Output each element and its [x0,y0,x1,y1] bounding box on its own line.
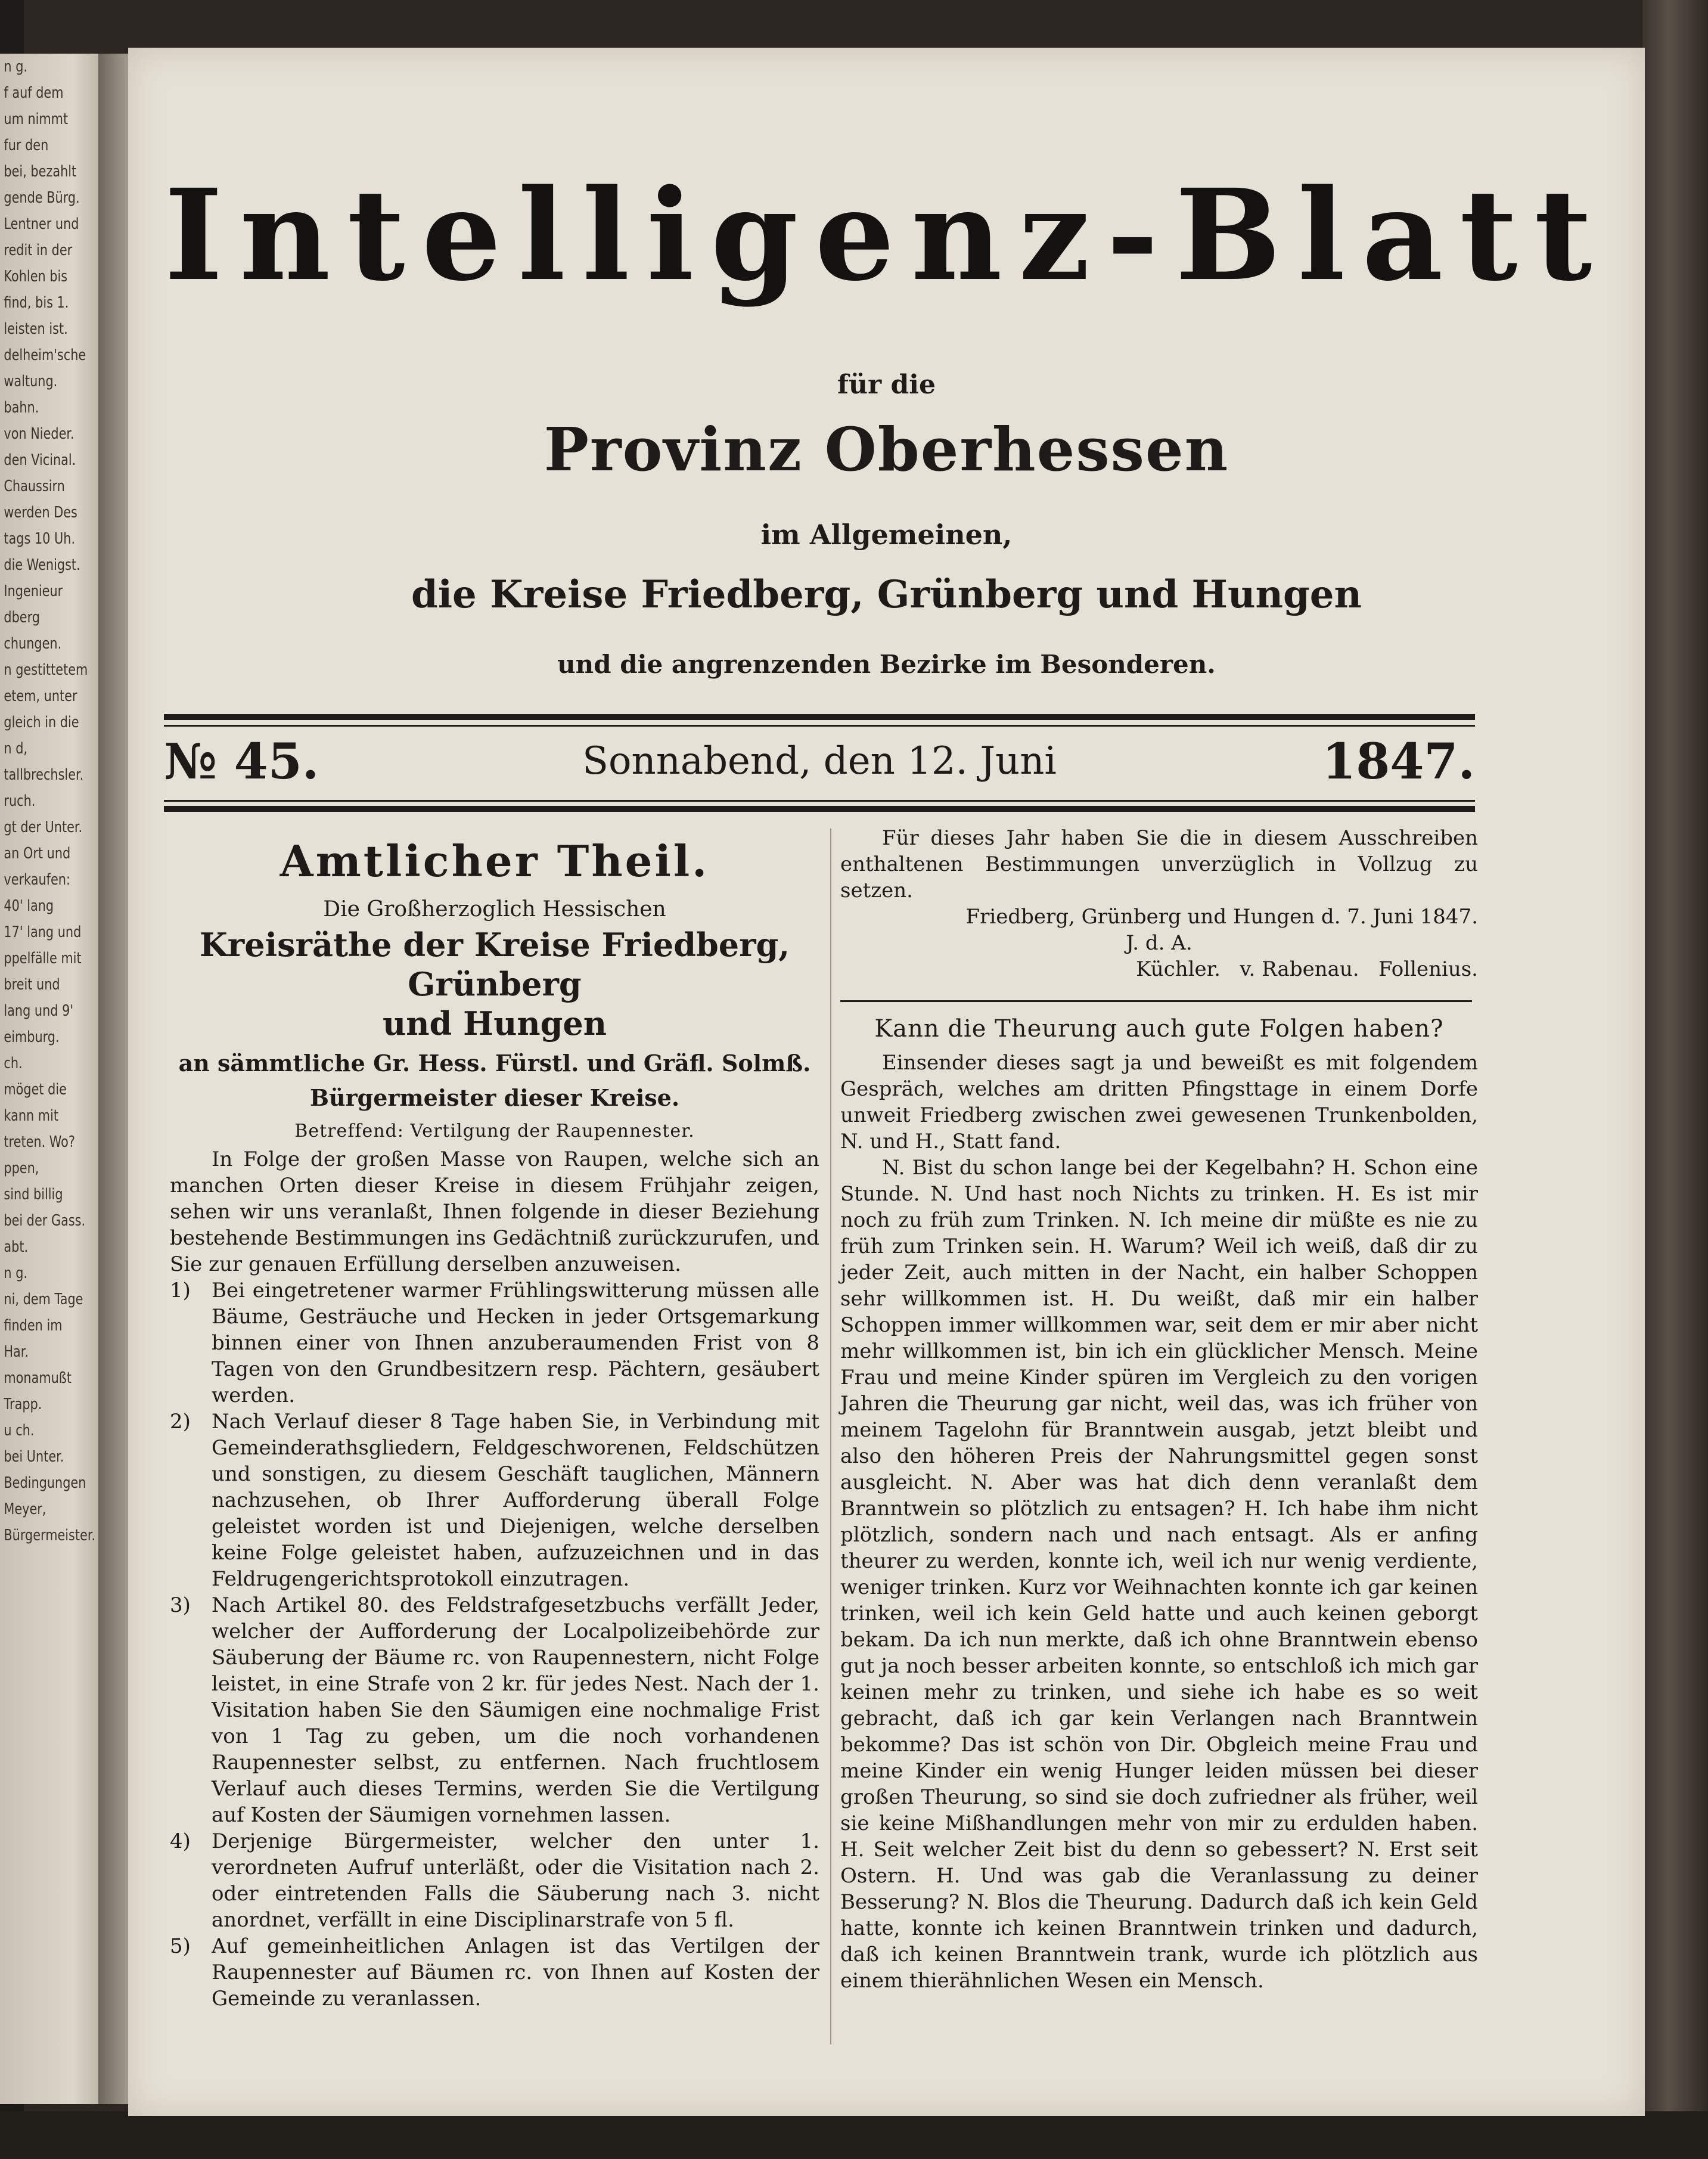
authority-addressee-1: an sämmtliche Gr. Hess. Fürstl. und Gräfl. Solmß. [178,1050,811,1077]
previous-page-fragment: ruch. [4,792,36,810]
authority-addressee-2: Bürgermeister dieser Kreise. [309,1084,680,1111]
book-edge-bottom [0,2111,1708,2159]
item-text: Nach Verlauf dieser 8 Tage haben Sie, in Verbindung mit Gemeinderathsgliedern, Feldgeschworenen, Feldschützen und sonstigen, zu diesem Geschäft tauglichen, Männern nachzusehen, ob Ihrer Aufforderung überall Folge geleistet worden ist und Diejenigen, welche derselben keine Folge geleistet haben, aufzuzeichnen und in das Feldrugengerichtsprotokoll einzutragen. [212,1410,819,1591]
right-column [840,823,1478,1994]
previous-page-fragment: Lentner und [4,215,79,233]
previous-page-fragment: n g. [4,58,28,76]
previous-page-fragment: ni, dem Tage [4,1291,83,1308]
previous-page-fragment: fur den [4,137,49,154]
authority-small: Die Großherzoglich Hessischen [323,897,666,922]
previous-page-fragment: die Wenigst. [4,556,80,574]
issue-line [164,733,1475,799]
previous-page-fragment: an Ort und [4,845,71,863]
previous-page-fragment: bei der Gass. [4,1212,86,1230]
list-item [170,1409,819,1592]
previous-page-fragment: Har. [4,1343,29,1361]
previous-page-fragment: redit in der [4,241,73,259]
previous-page-fragment: breit und [4,976,60,994]
previous-page-fragment: ppelfälle mit [4,950,82,967]
previous-page-fragment: Ingenieur [4,582,63,600]
previous-page-fragment: n g. [4,1264,28,1282]
masthead-im-allgemeinen: im Allgemeinen, [760,519,1013,551]
article-paragraph-1: Einsender dieses sagt ja und beweißt es mit folgendem Gespräch, welches am dritten Pfingsttage in einem Dorfe unweit Friedberg zwischen zwei gewesenen Trunkenbolden, N. und H., Statt fand. [840,1051,1478,1153]
previous-page-fragment: n gestittetem [4,661,88,679]
previous-page-fragment: von Nieder. [4,425,74,443]
double-rule-top-thick [164,714,1475,720]
list-item [170,1828,819,1933]
issue-number: № 45. [164,733,319,790]
previous-page-fragment: kann mit [4,1107,58,1125]
signatories: Küchler. v. Rabenau. Follenius. [1136,957,1478,981]
previous-page-fragment: treten. Wo? [4,1133,75,1151]
previous-page-fragment: n d, [4,740,28,758]
previous-page-fragment: Chaussirn [4,477,65,495]
previous-page-fragment: bei Unter. [4,1448,64,1466]
previous-page-fragment: dberg [4,609,40,626]
previous-page-fragment: möget die [4,1081,67,1099]
left-column [170,823,819,2012]
previous-page-fragment: verkaufen: [4,871,70,889]
previous-page-fragment: gende Bürg. [4,189,80,207]
previous-page-fragment: gt der Unter. [4,818,83,836]
masthead-provinz: Provinz Oberhessen [544,414,1229,485]
previous-page-fragment: delheim'sche [4,346,86,364]
previous-page-fragment: monamußt [4,1369,72,1387]
previous-page-strip [0,54,104,2104]
previous-page-fragment: abt. [4,1238,29,1256]
newspaper-page [128,48,1645,2116]
im-auftrag: J. d. A. [1126,931,1193,955]
previous-page-fragment: f auf dem [4,84,64,102]
previous-page-fragment: chungen. [4,635,62,653]
book-gutter [98,54,131,2104]
previous-page-fragment: tallbrechsler. [4,766,84,784]
subject-line: Betreffend: Vertilgung der Raupennester. [294,1121,695,1141]
column-divider [830,829,831,2045]
previous-page-fragment: Trapp. [4,1395,42,1413]
previous-page-fragment: gleich in die [4,714,79,731]
previous-page-fragment: tags 10 Uh. [4,530,76,548]
previous-page-fragment: lang und 9' [4,1002,74,1020]
list-item [170,1592,819,1828]
item-text: Auf gemeinheitlichen Anlagen ist das Vertilgen der Raupennester auf Bäumen rc. von Ihnen auf Kosten der Gemeinde zu veranlassen. [212,1934,819,2011]
previous-page-fragment: ppen, [4,1159,39,1177]
previous-page-fragment: bahn. [4,399,39,417]
item-number: 2) [170,1410,191,1434]
masthead-title: Intelligenz-Blatt [164,162,1609,309]
previous-page-fragment: find, bis 1. [4,294,69,312]
masthead-bezirke: und die angrenzenden Bezirke im Besonderen. [557,650,1216,679]
article-paragraph-2: N. Bist du schon lange bei der Kegelbahn? H. Schon eine Stunde. N. Und hast noch Nichts zu trinken. H. Es ist mir noch zu früh zum Trinken. N. Ich meine dir müßte es nie zu früh zum Trinken sein. H. Warum? Weil ich weiß, daß dir zu jeder Zeit, auch mitten in der Nacht, ein halber Schoppen sehr willkommen ist. H. Du weißt, daß mir ein halber Schoppen immer willkommen war, seit dem er mir aber nicht mehr willkommen ist, bin ich ein glücklicher Mensch. Meine Frau und meine Kinder spüren im Vergleich zu den vorigen Jahren die Theurung gar nicht, weil das, was ich früher von meinem Tagelohn für Branntwein ausgab, jetzt bleibt und also den höheren Preis der Nahrungsmittel gegen sonst ausgleicht. N. Aber was hat dich denn veranlaßt dem Branntwein so plötzlich zu entsagen? H. Ich habe ihm nicht plötzlich, sondern nach und nach entsagt. Als er anfing theurer zu werden, konnte ich, weil ich nur wenig verdiente, weniger trinken. Kurz vor Weihnachten konnte ich gar keinen trinken, weil ich kein Geld hatte und auch keinen geborgt bekam. Da ich nun merkte, daß ich ohne Branntwein ebenso gut ja noch besser arbeiten konnte, so entschloß ich mich gar keinen mehr zu trinken, und siehe ich habe es so weit gebracht, daß ich gar kein Verlangen nach Branntwein bekomme? Das ist schön von Dir. Obgleich meine Frau und meine Kinder ein wenig Hunger leiden müssen bei dieser großen Theurung, so sind sie doch zufriedner als früher, weil sie keine Mißhandlungen mehr von mir zu erdulden haben. H. Seit welcher Zeit bist du denn so gebessert? N. Erst seit Ostern. H. Und was gab die Veranlassung zu deiner Besserung? N. Blos die Theurung. Dadurch daß ich kein Geld hatte, konnte ich keinen Branntwein trinken und dadurch, daß ich keinen Branntwein trank, wurde ich plötzlich aus einem thierähnlichen Wesen ein Mensch. [840,1156,1478,1993]
item-text: Nach Artikel 80. des Feldstrafgesetzbuchs verfällt Jeder, welcher der Aufforderung der Localpolizeibehörde zur Säuberung der Bäume rc. von Raupennestern, nicht Folge leistet, in eine Strafe von 2 kr. für jedes Nest. Nach der 1. Visitation haben Sie den Säumigen eine nochmalige Frist von 1 Tag zu geben, um die noch vorhandenen Raupennester selbst, zu entfernen. Nach fruchtlosem Verlauf auch dieses Termins, werden Sie die Vertilgung auf Kosten der Säumigen vornehmen lassen. [212,1593,819,1827]
intro-paragraph: In Folge der großen Masse von Raupen, welche sich an manchen Orten dieser Kreise in diesem Frühjahr zeigen, sehen wir uns veranlaßt, Ihnen folgende in dieser Beziehung bestehende Bestimmungen ins Gedächtniß zurückzurufen, und Sie zur genauen Erfüllung derselben anzuweisen. [170,1147,819,1276]
previous-page-fragment: Meyer, [4,1500,46,1518]
previous-page-fragment: u ch. [4,1422,35,1440]
closing-paragraph: Für dieses Jahr haben Sie die in diesem Ausschreiben enthaltenen Bestimmungen unverzüglich in Vollzug zu setzen. [840,826,1478,902]
previous-page-fragment: werden Des [4,504,77,522]
previous-page-fragment: 17' lang und [4,923,82,941]
previous-page-fragment: 40' lang [4,897,54,915]
authority-big-line-1: Kreisräthe der Kreise Friedberg, Grünberg [199,926,790,1003]
double-rule-top-thin [164,725,1475,727]
section-title: Amtlicher Theil. [280,836,710,886]
previous-page-fragment: Kohlen bis [4,268,68,286]
item-number: 3) [170,1593,191,1617]
previous-page-fragment: Bedingungen [4,1474,86,1492]
issue-date: Sonnabend, den 12. Juni [582,739,1057,783]
item-number: 5) [170,1934,191,1958]
previous-page-fragment: um nimmt [4,110,69,128]
authority-big-line-2: und Hungen [383,1004,607,1043]
previous-page-fragment: Bürgermeister. [4,1527,96,1544]
list-item [170,1277,819,1409]
masthead-fuer-die: für die [837,370,936,400]
masthead-kreise: die Kreise Friedberg, Grünberg und Hungen [411,572,1362,617]
list-item [170,1933,819,2012]
previous-page-fragment: ch. [4,1054,23,1072]
issue-year: 1847. [1322,733,1475,790]
item-number: 1) [170,1279,191,1302]
previous-page-fragment: leisten ist. [4,320,68,338]
item-text: Derjenige Bürgermeister, welcher den unter 1. verordneten Aufruf unterläßt, oder die Visitation nach 2. oder eintretenden Falls die Säuberung nach 3. nicht anordnet, verfällt in eine Disciplinarstrafe von 5 fl. [212,1829,819,1932]
previous-page-fragment: bei, bezahlt [4,163,77,181]
item-number: 4) [170,1829,191,1853]
article-separator [840,1000,1472,1002]
previous-page-fragment: etem, unter [4,687,77,705]
double-rule-bottom-thick [164,806,1475,812]
previous-page-fragment: sind billig [4,1186,63,1203]
previous-page-fragment: den Vicinal. [4,451,76,469]
previous-page-fragment: finden im [4,1317,63,1335]
previous-page-fragment: eimburg. [4,1028,60,1046]
book-edge-right [1642,0,1708,2159]
article-title: Kann die Theurung auch gute Folgen haben? [874,1015,1444,1043]
item-text: Bei eingetretener warmer Frühlingswitterung müssen alle Bäume, Gesträuche und Hecken in jeder Ortsgemarkung binnen einer von Ihnen anzuberaumenden Frist von 8 Tagen von den Grundbesitzern resp. Pächtern, gesäubert werden. [212,1279,819,1407]
previous-page-fragment: waltung. [4,373,58,390]
place-date: Friedberg, Grünberg und Hungen d. 7. Juni 1847. [965,905,1478,929]
double-rule-bottom-thin [164,800,1475,802]
